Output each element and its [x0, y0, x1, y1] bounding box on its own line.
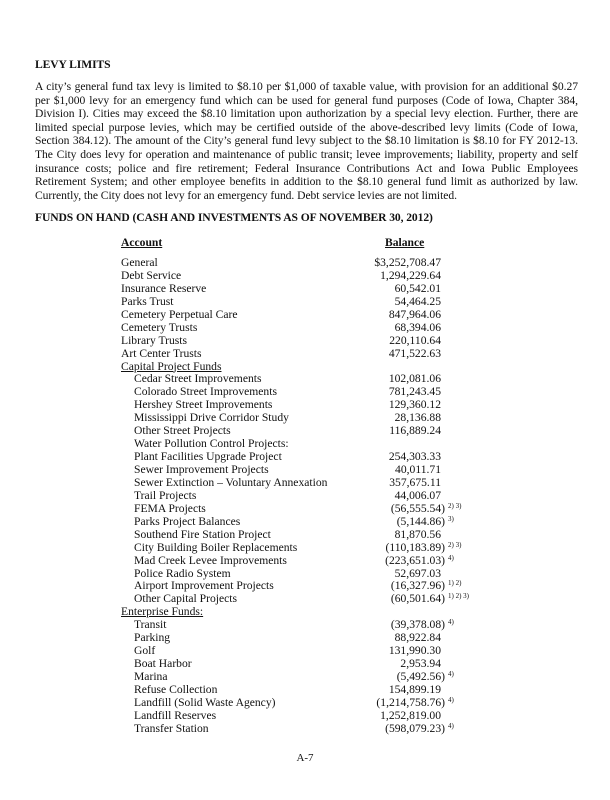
account-name: Refuse Collection [134, 682, 218, 696]
account-name: Southend Fire Station Project [134, 527, 271, 541]
table-row [121, 283, 541, 296]
account-name: Landfill Reserves [134, 708, 217, 722]
balance-value: 357,675.11 [389, 475, 441, 489]
account-name: Marina [134, 670, 168, 683]
account-name: Sewer Extinction – Voluntary Annexation [134, 475, 328, 489]
table-row [121, 619, 541, 632]
column-header-account: Account [121, 236, 163, 249]
balance-value: 102,081.06 [388, 372, 441, 386]
table-row [121, 632, 541, 645]
account-name: Trail Projects [134, 488, 197, 502]
account-name: Transit [134, 618, 167, 632]
account-name: Golf [134, 644, 156, 658]
table-row [121, 658, 541, 671]
funds-table [121, 236, 541, 736]
funds-on-hand-heading: FUNDS ON HAND (CASH AND INVESTMENTS AS OF NOVEMBER 30, 2012) [35, 211, 433, 224]
balance-value: 52,697.03 [394, 566, 441, 580]
balance-value: (223,651.03) [385, 553, 445, 567]
account-name: FEMA Projects [134, 501, 206, 515]
balance-value: 40,011.71 [395, 463, 441, 476]
footnote-marker: 2) 3) [448, 501, 462, 510]
balance-value: 131,990.30 [388, 644, 441, 658]
account-name: City Building Boiler Replacements [134, 540, 298, 554]
table-row [121, 335, 541, 348]
table-row [121, 477, 541, 490]
balance-value: 81,870.56 [394, 527, 441, 541]
account-name: Transfer Station [134, 721, 209, 735]
balance-value: 154,899.19 [388, 682, 441, 696]
account-name: Police Radio System [134, 566, 231, 580]
account-name: Cemetery Trusts [121, 320, 198, 334]
account-name: Hershey Street Improvements [134, 398, 273, 412]
balance-value: (1,214,758.76) [376, 695, 445, 709]
account-name: Boat Harbor [134, 657, 192, 671]
balance-value: $3,252,708.47 [374, 256, 441, 269]
account-name: Debt Service [121, 268, 182, 282]
footnote-marker: 1) 2) 3) [448, 592, 469, 601]
table-row [121, 296, 541, 309]
balance-value: 60,542.01 [394, 281, 441, 295]
footnote-marker: 4) [448, 618, 454, 627]
footnote-marker: 4) [448, 670, 454, 678]
account-name: Parking [134, 631, 171, 645]
table-row [121, 529, 541, 542]
table-row [121, 697, 541, 710]
balance-value: (56,555.54) [390, 501, 445, 515]
levy-limits-heading: LEVY LIMITS [35, 58, 111, 71]
account-name: Water Pollution Control Projects: [134, 437, 289, 451]
footnote-marker: 3) [448, 514, 454, 523]
account-name: General [121, 256, 158, 269]
footnote-marker: 4) [448, 721, 454, 730]
table-row [121, 490, 541, 503]
balance-value: 54,464.25 [394, 294, 441, 308]
table-row [121, 684, 541, 697]
balance-value: 2,953.94 [400, 657, 441, 671]
balance-value: 44,006.07 [394, 488, 441, 502]
account-name: Landfill (Solid Waste Agency) [134, 695, 276, 709]
balance-value: 471,522.63 [388, 346, 441, 360]
balance-value: 781,243.45 [388, 385, 441, 399]
table-row [121, 257, 541, 270]
table-row [121, 348, 541, 361]
table-section-header [121, 606, 541, 619]
account-name: Library Trusts [121, 333, 188, 347]
account-name: Cemetery Perpetual Care [121, 307, 238, 321]
table-row [121, 503, 541, 516]
balance-value: 88,922.84 [394, 631, 441, 645]
account-name: Mad Creek Levee Improvements [134, 553, 287, 567]
account-name: Art Center Trusts [121, 346, 202, 360]
balance-value: 68,394.06 [394, 320, 441, 334]
table-body [121, 257, 541, 736]
balance-value: 847,964.06 [388, 307, 441, 321]
table-row [121, 270, 541, 283]
column-header-balance: Balance [385, 236, 425, 249]
table-row [121, 309, 541, 322]
table-row [121, 710, 541, 723]
balance-value: (110,183.89) [385, 540, 445, 554]
table-row [121, 723, 541, 736]
footnote-marker: 4) [448, 695, 454, 704]
account-name: Mississippi Drive Corridor Study [134, 411, 289, 425]
balance-value: 254,303.33 [388, 450, 441, 464]
account-name: Parks Project Balances [134, 514, 241, 528]
table-row [121, 671, 541, 684]
account-name: Other Street Projects [134, 424, 231, 438]
account-name: Enterprise Funds: [121, 605, 204, 619]
table-row [121, 555, 541, 568]
account-name: Sewer Improvement Projects [134, 463, 269, 476]
balance-value: 220,110.64 [389, 333, 441, 347]
table-header [121, 236, 541, 253]
table-row [121, 542, 541, 555]
account-name: Cedar Street Improvements [134, 372, 262, 386]
table-row [121, 464, 541, 477]
balance-value: 1,294,229.64 [380, 268, 441, 282]
balance-value: (5,144.86) [396, 514, 445, 528]
balance-value: (598,079.23) [385, 721, 445, 735]
account-name: Airport Improvement Projects [134, 579, 274, 593]
table-row [121, 322, 541, 335]
account-name: Capital Project Funds [121, 359, 222, 373]
page-number: A-7 [296, 752, 314, 764]
balance-value: 1,252,819.00 [380, 708, 441, 722]
account-name: Colorado Street Improvements [134, 385, 277, 399]
footnote-marker: 2) 3) [448, 540, 462, 549]
levy-limits-paragraph: A city’s general fund tax levy is limited to $8.10 per $1,000 of taxable value, with provision for an additional $0.27 per $1,000 levy for an emergency fund which can be used for general fund purposes (Code of Iowa, Chapter 384, Division I). Cities may exceed the $8.10 limitation upon authorization by a special levy election. Further, there are limited special purpose levies, which may be certified outside of the above-described levy limits (Code of Iowa, Section 384.12). The amount of the City’s general fund levy subject to the $8.10 limitation is $8.10 for FY 2012-13. The City does levy for operation and maintenance of public transit; levee improvements; liability, property and self insurance costs; police and fire retirement; Federal Insurance Contributions Act and Iowa Public Employees Retirement System; and other employee benefits in addition to the $8.10 general fund limit as authorized by law. Currently, the City does not levy for an emergency fund. Debt service levies are not limited. [35, 80, 578, 202]
account-name: Plant Facilities Upgrade Project [134, 450, 282, 464]
balance-value: 116,889.24 [389, 424, 441, 438]
balance-value: 28,136.88 [394, 411, 441, 425]
balance-value: (5,492.56) [396, 670, 445, 683]
table-row [121, 516, 541, 529]
account-name: Parks Trust [121, 294, 174, 308]
balance-value: (16,327.96) [390, 579, 445, 593]
account-name: Insurance Reserve [121, 281, 207, 295]
balance-value: (60,501.64) [390, 592, 445, 606]
balance-value: 129,360.12 [388, 398, 441, 412]
footnote-marker: 1) 2) [448, 579, 462, 588]
balance-value: (39,378.08) [390, 618, 445, 632]
footnote-marker: 4) [448, 553, 454, 562]
account-name: Other Capital Projects [134, 592, 238, 606]
